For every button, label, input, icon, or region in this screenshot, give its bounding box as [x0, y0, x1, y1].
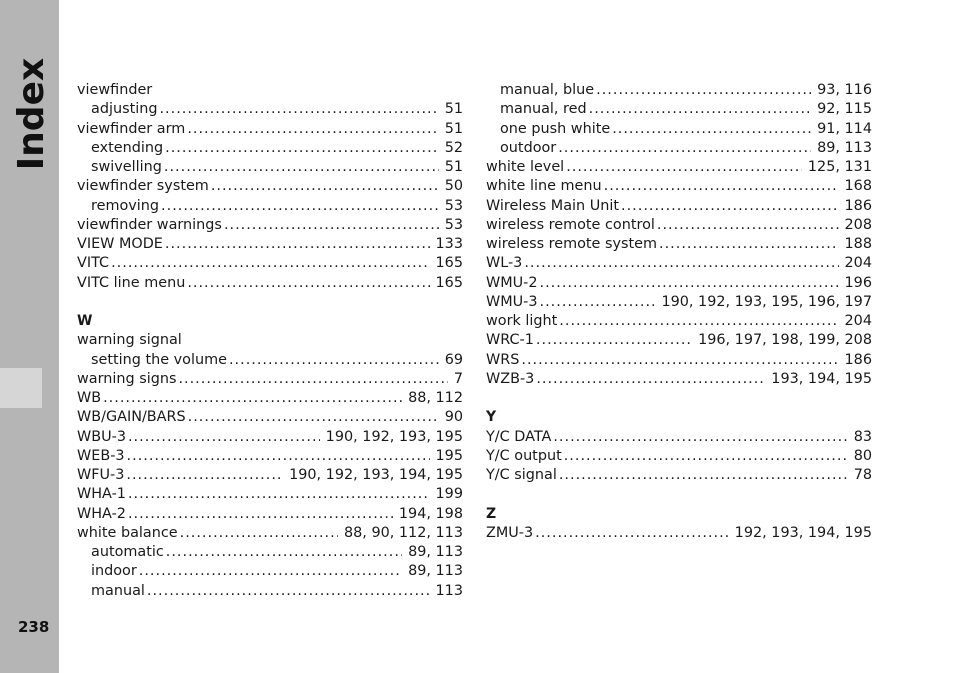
page-references: 80	[853, 447, 872, 464]
dot-leader	[659, 235, 839, 254]
page-references: 50	[444, 178, 463, 195]
index-term: VIEW MODE	[77, 236, 163, 252]
index-entry	[77, 447, 463, 466]
page-references: 53	[444, 216, 463, 233]
index-entry	[77, 466, 463, 485]
index-term: WRC-1	[486, 332, 534, 349]
index-term: indoor	[91, 563, 137, 580]
index-entry	[77, 177, 463, 196]
index-term: swivelling	[91, 159, 162, 175]
index-term: outdoor	[500, 139, 557, 156]
dot-leader	[211, 177, 439, 196]
dot-leader	[180, 524, 338, 543]
index-subentry	[77, 158, 463, 177]
index-term: Y/C output	[486, 447, 562, 464]
dot-leader	[559, 466, 848, 485]
page-references: 53	[444, 197, 463, 214]
dot-leader	[178, 370, 447, 389]
index-term: WB	[77, 390, 102, 406]
page-references: 69	[444, 351, 463, 368]
index-column-right	[486, 81, 872, 543]
svg-text:Index: Index	[11, 57, 52, 171]
index-entry	[77, 505, 463, 524]
dot-leader	[553, 428, 847, 447]
index-term: WB/GAIN/BARS	[77, 409, 186, 426]
page-references: 196, 197, 198, 199, 208	[698, 332, 872, 349]
page-references: 91, 114	[817, 120, 872, 137]
page-references: 190, 192, 193, 195, 196, 197	[661, 293, 872, 310]
page-references: 193, 194, 195	[771, 370, 872, 387]
page-references: 51	[444, 101, 463, 118]
index-term: extending	[91, 139, 164, 156]
index-entry	[486, 524, 872, 543]
page-references: 190, 192, 193, 195	[325, 428, 463, 445]
index-term: WL-3	[486, 255, 523, 272]
dot-leader	[128, 485, 430, 504]
index-term: Y/C DATA	[486, 428, 552, 445]
index-subentry	[77, 100, 463, 119]
dot-leader	[224, 216, 439, 235]
index-subentry	[77, 543, 463, 562]
page-references: 186	[844, 197, 872, 214]
index-entry	[77, 120, 463, 139]
index-entry	[77, 331, 463, 350]
page-references: 186	[844, 351, 872, 368]
index-entry	[486, 197, 872, 216]
index-term: white balance	[77, 524, 178, 541]
index-term: WHA-1	[77, 486, 126, 503]
dot-leader	[524, 254, 838, 273]
section-letter-heading: W	[77, 313, 93, 329]
index-entry	[77, 524, 463, 543]
page-references: 199	[435, 486, 463, 503]
index-subentry	[486, 100, 872, 119]
page-references: 89, 113	[408, 563, 463, 580]
index-term: manual, blue	[500, 82, 595, 98]
index-term: Y/C signal	[486, 467, 557, 483]
page-references: 208	[844, 216, 872, 233]
index-entry	[486, 177, 872, 196]
dot-leader	[161, 197, 439, 216]
index-entry	[486, 351, 872, 370]
dot-leader	[159, 100, 438, 119]
page-references: 92, 115	[817, 101, 872, 118]
index-term: Wireless Main Unit	[486, 197, 620, 214]
spacer	[486, 485, 872, 504]
dot-leader	[566, 158, 802, 177]
spacer	[486, 389, 872, 408]
index-term: ZMU-3	[486, 524, 534, 541]
page-references: 51	[444, 120, 463, 137]
index-term: WRS	[486, 351, 520, 368]
index-subentry	[486, 139, 872, 158]
index-entry	[77, 274, 463, 293]
page-references: 165	[435, 255, 463, 272]
dot-leader	[165, 139, 439, 158]
dot-leader	[188, 408, 439, 427]
index-term: manual	[91, 582, 145, 599]
chapter-tab-marker	[0, 368, 42, 408]
page-references: 51	[444, 159, 463, 175]
page-references: 113	[435, 582, 463, 599]
page-references: 194, 198	[398, 505, 463, 522]
page-references: 190, 192, 193, 194, 195	[289, 467, 463, 483]
dot-leader	[165, 235, 430, 254]
index-term: wireless remote control	[486, 216, 655, 233]
index-term: white level	[486, 159, 565, 175]
index-term: WZB-3	[486, 370, 535, 387]
page-references: 89, 113	[817, 139, 872, 156]
index-term: setting the volume	[91, 351, 227, 368]
index-entry	[77, 216, 463, 235]
index-entry	[77, 408, 463, 427]
index-term: viewfinder	[77, 82, 153, 98]
page-references: 93, 116	[817, 82, 872, 98]
index-subentry	[77, 139, 463, 158]
dot-leader	[596, 81, 811, 100]
index-column-left	[77, 81, 463, 601]
dot-leader	[540, 274, 839, 293]
page-references: 52	[444, 139, 463, 156]
page-references: 7	[453, 370, 463, 387]
index-term: white line menu	[486, 178, 602, 195]
dot-leader	[126, 466, 283, 485]
index-term: WBU-3	[77, 428, 126, 445]
page-references: 204	[844, 255, 872, 272]
index-entry	[486, 158, 872, 177]
dot-leader	[540, 293, 656, 312]
index-term: warning signal	[77, 332, 182, 349]
page-references: 195	[435, 447, 463, 464]
spacer	[77, 293, 463, 312]
dot-leader	[187, 274, 429, 293]
dot-leader	[564, 447, 848, 466]
dot-leader	[612, 120, 811, 139]
index-term: work light	[486, 313, 558, 329]
index-term: VITC	[77, 255, 110, 272]
page-references: 192, 193, 194, 195	[734, 524, 872, 541]
index-term: one push white	[500, 120, 611, 137]
dot-leader	[229, 351, 439, 370]
page-number: 238	[18, 618, 50, 636]
index-entry	[77, 428, 463, 447]
index-term: WFU-3	[77, 467, 125, 483]
page-references: 89, 113	[408, 544, 463, 560]
index-entry	[486, 428, 872, 447]
index-entry	[77, 370, 463, 389]
index-subentry	[486, 81, 872, 100]
dot-leader	[103, 389, 402, 408]
dot-leader	[187, 120, 438, 139]
page-references: 78	[853, 467, 872, 483]
page-references: 88, 90, 112, 113	[343, 524, 463, 541]
index-entry	[77, 389, 463, 408]
index-entry	[486, 235, 872, 254]
page-references: 168	[844, 178, 872, 195]
index-term: WHA-2	[77, 505, 126, 522]
index-entry	[486, 331, 872, 350]
index-subentry	[77, 582, 463, 601]
index-entry	[77, 485, 463, 504]
index-subentry	[77, 351, 463, 370]
index-entry	[77, 81, 463, 100]
dot-leader	[536, 331, 692, 350]
index-term: viewfinder system	[77, 178, 209, 195]
dot-leader	[164, 158, 439, 177]
index-term: VITC line menu	[77, 274, 186, 291]
dot-leader	[604, 177, 839, 196]
page-references: 204	[844, 313, 872, 329]
dot-leader	[621, 197, 839, 216]
index-term: viewfinder warnings	[77, 216, 222, 233]
dot-leader	[166, 543, 402, 562]
dot-leader	[535, 524, 729, 543]
dot-leader	[589, 100, 811, 119]
page-references: 133	[435, 236, 463, 252]
index-term: warning signs	[77, 370, 177, 387]
page-references: 165	[435, 274, 463, 291]
dot-leader	[139, 562, 402, 581]
dot-leader	[127, 447, 430, 466]
index-entry	[486, 312, 872, 331]
index-entry	[486, 216, 872, 235]
dot-leader	[128, 505, 393, 524]
index-entry	[77, 235, 463, 254]
index-subentry	[77, 197, 463, 216]
section-letter-heading: Z	[486, 505, 497, 522]
section-letter-heading: Y	[486, 409, 497, 426]
index-term: manual, red	[500, 101, 587, 118]
index-term: viewfinder arm	[77, 120, 186, 137]
index-title	[2, 36, 58, 192]
index-term: WEB-3	[77, 447, 125, 464]
index-entry	[486, 370, 872, 389]
index-subentry	[486, 120, 872, 139]
page-references: 90	[444, 409, 463, 426]
index-term: automatic	[91, 544, 164, 560]
index-term: WMU-3	[486, 293, 538, 310]
index-entry	[486, 293, 872, 312]
dot-leader	[558, 139, 811, 158]
index-entry	[486, 466, 872, 485]
index-term: WMU-2	[486, 274, 538, 291]
dot-leader	[521, 351, 838, 370]
dot-leader	[128, 428, 320, 447]
index-entry	[486, 274, 872, 293]
index-term: removing	[91, 197, 160, 214]
page-references: 188	[844, 236, 872, 252]
page-references: 88, 112	[408, 390, 463, 406]
index-term: wireless remote system	[486, 236, 658, 252]
dot-leader	[657, 216, 839, 235]
dot-leader	[559, 312, 838, 331]
index-entry	[486, 447, 872, 466]
page-references: 196	[844, 274, 872, 291]
index-entry	[77, 254, 463, 273]
dot-leader	[536, 370, 765, 389]
dot-leader	[111, 254, 429, 273]
page-references: 125, 131	[807, 159, 872, 175]
index-entry	[486, 254, 872, 273]
dot-leader	[147, 582, 430, 601]
page-references: 83	[853, 428, 872, 445]
index-subentry	[77, 562, 463, 581]
index-term: adjusting	[91, 101, 158, 118]
